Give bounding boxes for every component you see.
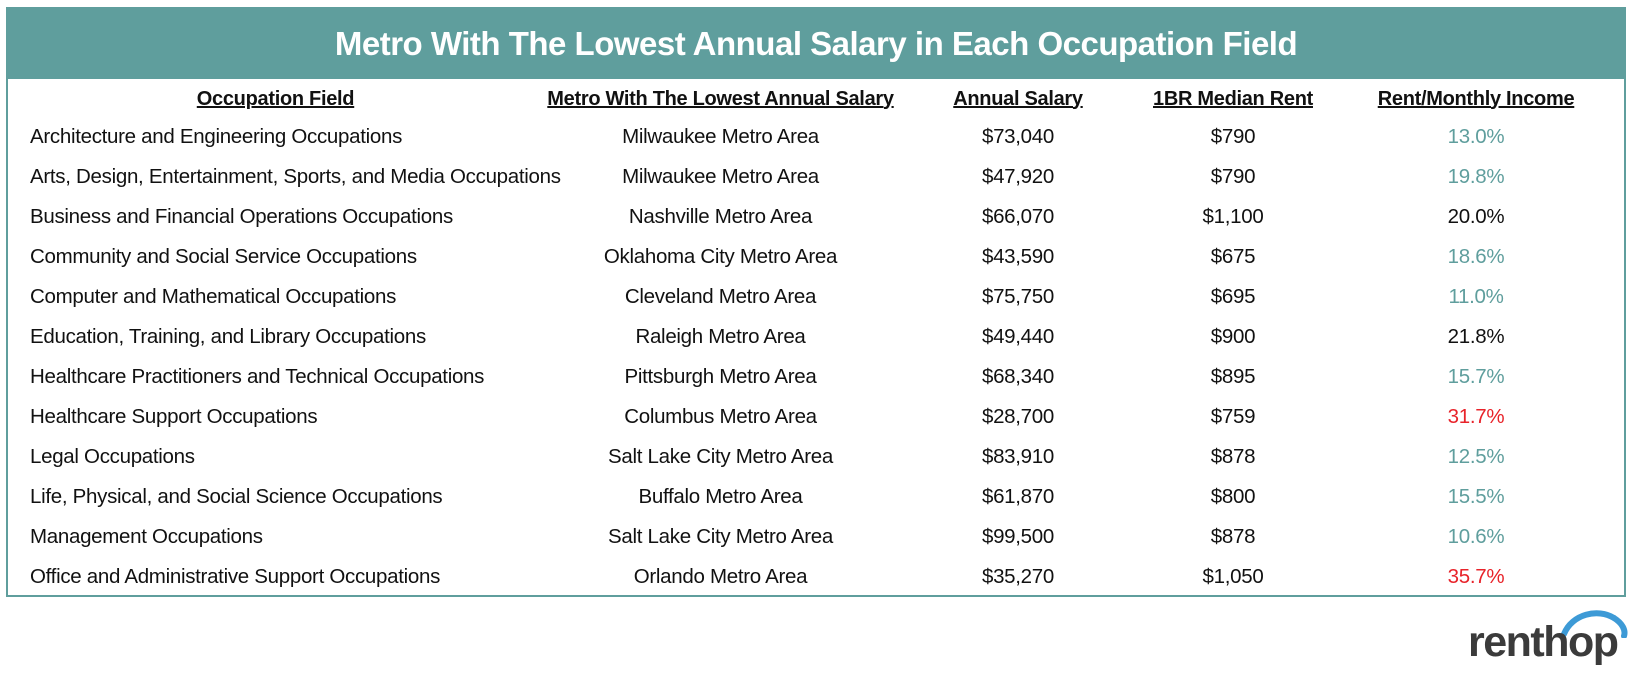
ratio-cell: 15.5% [1447, 485, 1505, 508]
table-row [8, 277, 1624, 317]
table-row [8, 197, 1624, 237]
metro-cell: Milwaukee Metro Area [622, 125, 819, 148]
rent-cell: $1,100 [1202, 205, 1264, 228]
salary-cell: $99,500 [981, 525, 1054, 548]
column-header-metro: Metro With The Lowest Annual Salary [547, 87, 894, 110]
salary-cell: $47,920 [981, 165, 1054, 188]
metro-cell: Raleigh Metro Area [635, 325, 806, 348]
rent-cell: $878 [1210, 525, 1256, 548]
rent-cell: $900 [1210, 325, 1256, 348]
metro-cell: Nashville Metro Area [628, 205, 813, 228]
column-header-ratio: Rent/Monthly Income [1377, 87, 1575, 110]
metro-cell: Columbus Metro Area [624, 405, 817, 428]
ratio-cell: 21.8% [1447, 325, 1505, 348]
salary-cell: $83,910 [981, 445, 1054, 468]
metro-cell: Orlando Metro Area [633, 565, 808, 588]
rent-cell: $790 [1210, 125, 1256, 148]
table-row [8, 117, 1624, 157]
table-row [8, 357, 1624, 397]
ratio-cell: 15.7% [1447, 365, 1505, 388]
rent-cell: $800 [1210, 485, 1256, 508]
header-row [8, 81, 1624, 117]
metro-cell: Pittsburgh Metro Area [624, 365, 817, 388]
table-row [8, 517, 1624, 557]
table-row [8, 397, 1624, 437]
occupation-cell: Education, Training, and Library Occupations [30, 325, 426, 348]
occupation-cell: Management Occupations [30, 525, 263, 548]
occupation-cell: Community and Social Service Occupations [30, 245, 417, 268]
salary-cell: $68,340 [981, 365, 1054, 388]
table-row [8, 317, 1624, 357]
table-row [8, 437, 1624, 477]
occupation-cell: Arts, Design, Entertainment, Sports, and Media Occupations [30, 165, 561, 188]
salary-cell: $49,440 [981, 325, 1054, 348]
ratio-cell: 35.7% [1447, 565, 1505, 588]
table-title: Metro With The Lowest Annual Salary in Each Occupation Field [8, 9, 1624, 79]
rent-cell: $759 [1210, 405, 1256, 428]
occupation-cell: Legal Occupations [30, 445, 195, 468]
metro-cell: Oklahoma City Metro Area [603, 245, 838, 268]
table-row [8, 237, 1624, 277]
metro-cell: Buffalo Metro Area [638, 485, 803, 508]
table-frame [6, 7, 1626, 597]
ratio-cell: 31.7% [1447, 405, 1505, 428]
salary-cell: $66,070 [981, 205, 1054, 228]
rent-cell: $675 [1210, 245, 1256, 268]
ratio-cell: 18.6% [1447, 245, 1505, 268]
rent-cell: $878 [1210, 445, 1256, 468]
occupation-cell: Business and Financial Operations Occupations [30, 205, 453, 228]
occupation-cell: Healthcare Support Occupations [30, 405, 318, 428]
rent-cell: $1,050 [1202, 565, 1264, 588]
salary-table [8, 81, 1624, 597]
occupation-cell: Architecture and Engineering Occupations [30, 125, 403, 148]
column-header-salary: Annual Salary [953, 87, 1083, 110]
ratio-cell: 12.5% [1447, 445, 1505, 468]
rent-cell: $895 [1210, 365, 1256, 388]
ratio-cell: 19.8% [1447, 165, 1505, 188]
ratio-cell: 10.6% [1447, 525, 1505, 548]
logo-text: renthop [1468, 618, 1618, 666]
salary-cell: $75,750 [981, 285, 1054, 308]
salary-cell: $28,700 [981, 405, 1054, 428]
table-row [8, 157, 1624, 197]
table-row [8, 557, 1624, 597]
rent-cell: $695 [1210, 285, 1256, 308]
ratio-cell: 11.0% [1448, 285, 1504, 308]
column-header-occupation: Occupation Field [196, 87, 355, 110]
renthop-logo [1468, 612, 1628, 668]
ratio-cell: 13.0% [1447, 125, 1505, 148]
metro-cell: Cleveland Metro Area [624, 285, 817, 308]
table-body [8, 117, 1624, 597]
ratio-cell: 20.0% [1447, 205, 1505, 228]
occupation-cell: Computer and Mathematical Occupations [30, 285, 397, 308]
salary-cell: $35,270 [981, 565, 1054, 588]
salary-cell: $43,590 [981, 245, 1054, 268]
salary-cell: $61,870 [981, 485, 1054, 508]
salary-cell: $73,040 [981, 125, 1054, 148]
metro-cell: Salt Lake City Metro Area [608, 525, 833, 548]
occupation-cell: Office and Administrative Support Occupations [30, 565, 441, 588]
metro-cell: Milwaukee Metro Area [622, 165, 819, 188]
metro-cell: Salt Lake City Metro Area [608, 445, 833, 468]
rent-cell: $790 [1210, 165, 1256, 188]
occupation-cell: Healthcare Practitioners and Technical Occupations [30, 365, 485, 388]
column-header-rent: 1BR Median Rent [1153, 87, 1313, 110]
occupation-cell: Life, Physical, and Social Science Occupations [30, 485, 443, 508]
table-row [8, 477, 1624, 517]
